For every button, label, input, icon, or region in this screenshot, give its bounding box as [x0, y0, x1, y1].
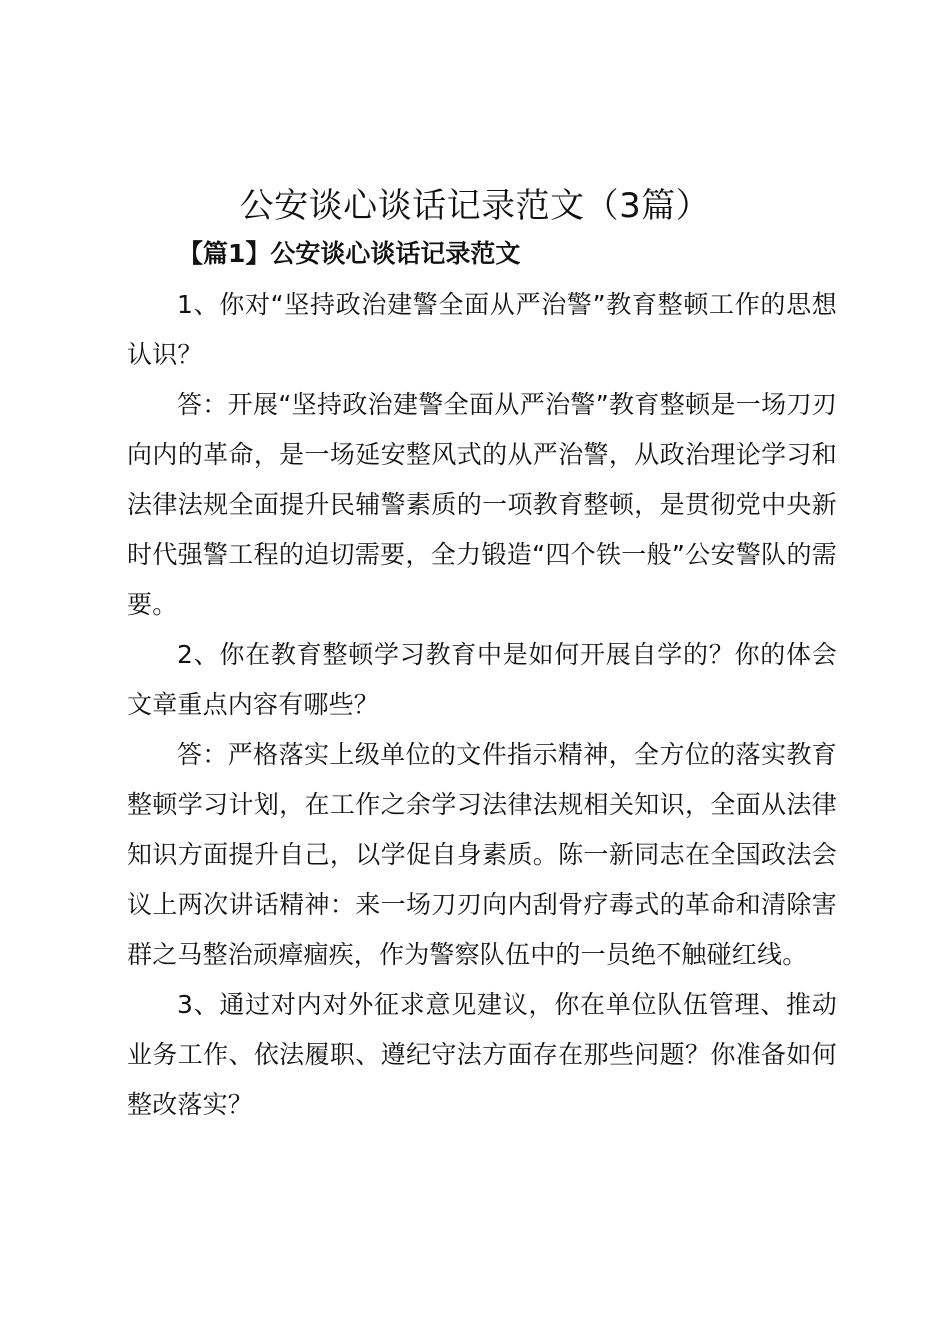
document-title: 公安谈心谈话记录范文（3篇） — [239, 186, 711, 226]
document-body — [127, 280, 837, 1130]
answer-2: 答：严格落实上级单位的文件指示精神，全方位的落实教育整顿学习计划，在工作之余学习法律法规相关知识，全面从法律知识方面提升自己，以学促自身素质。陈一新同志在全国政法会议上两次讲话精神：来一场刀刃向内刮骨疗毒式的革命和清除害群之马整治顽瘴痼疾，作为警察队伍中的一员绝不触碰红线。 — [127, 740, 837, 969]
question-3: 3、通过对内对外征求意见建议，你在单位队伍管理、推动业务工作、依法履职、遵纪守法方面存在那些问题？你准备如何整改落实？ — [127, 990, 837, 1119]
question-2: 2、你在教育整顿学习教育中是如何开展自学的？你的体会文章重点内容有哪些？ — [127, 640, 837, 719]
section-heading: 【篇1】公安谈心谈话记录范文 — [178, 239, 521, 268]
answer-1: 答：开展“坚持政治建警全面从严治警”教育整顿是一场刀刃向内的革命，是一场延安整风式的从严治警，从政治理论学习和法律法规全面提升民辅警素质的一项教育整顿，是贯彻党中央新时代强警工程的迫切需要，全力锻造“四个铁一般”公安警队的需要。 — [127, 390, 837, 619]
question-1: 1、你对“坚持政治建警全面从严治警”教育整顿工作的思想认识？ — [127, 290, 837, 369]
